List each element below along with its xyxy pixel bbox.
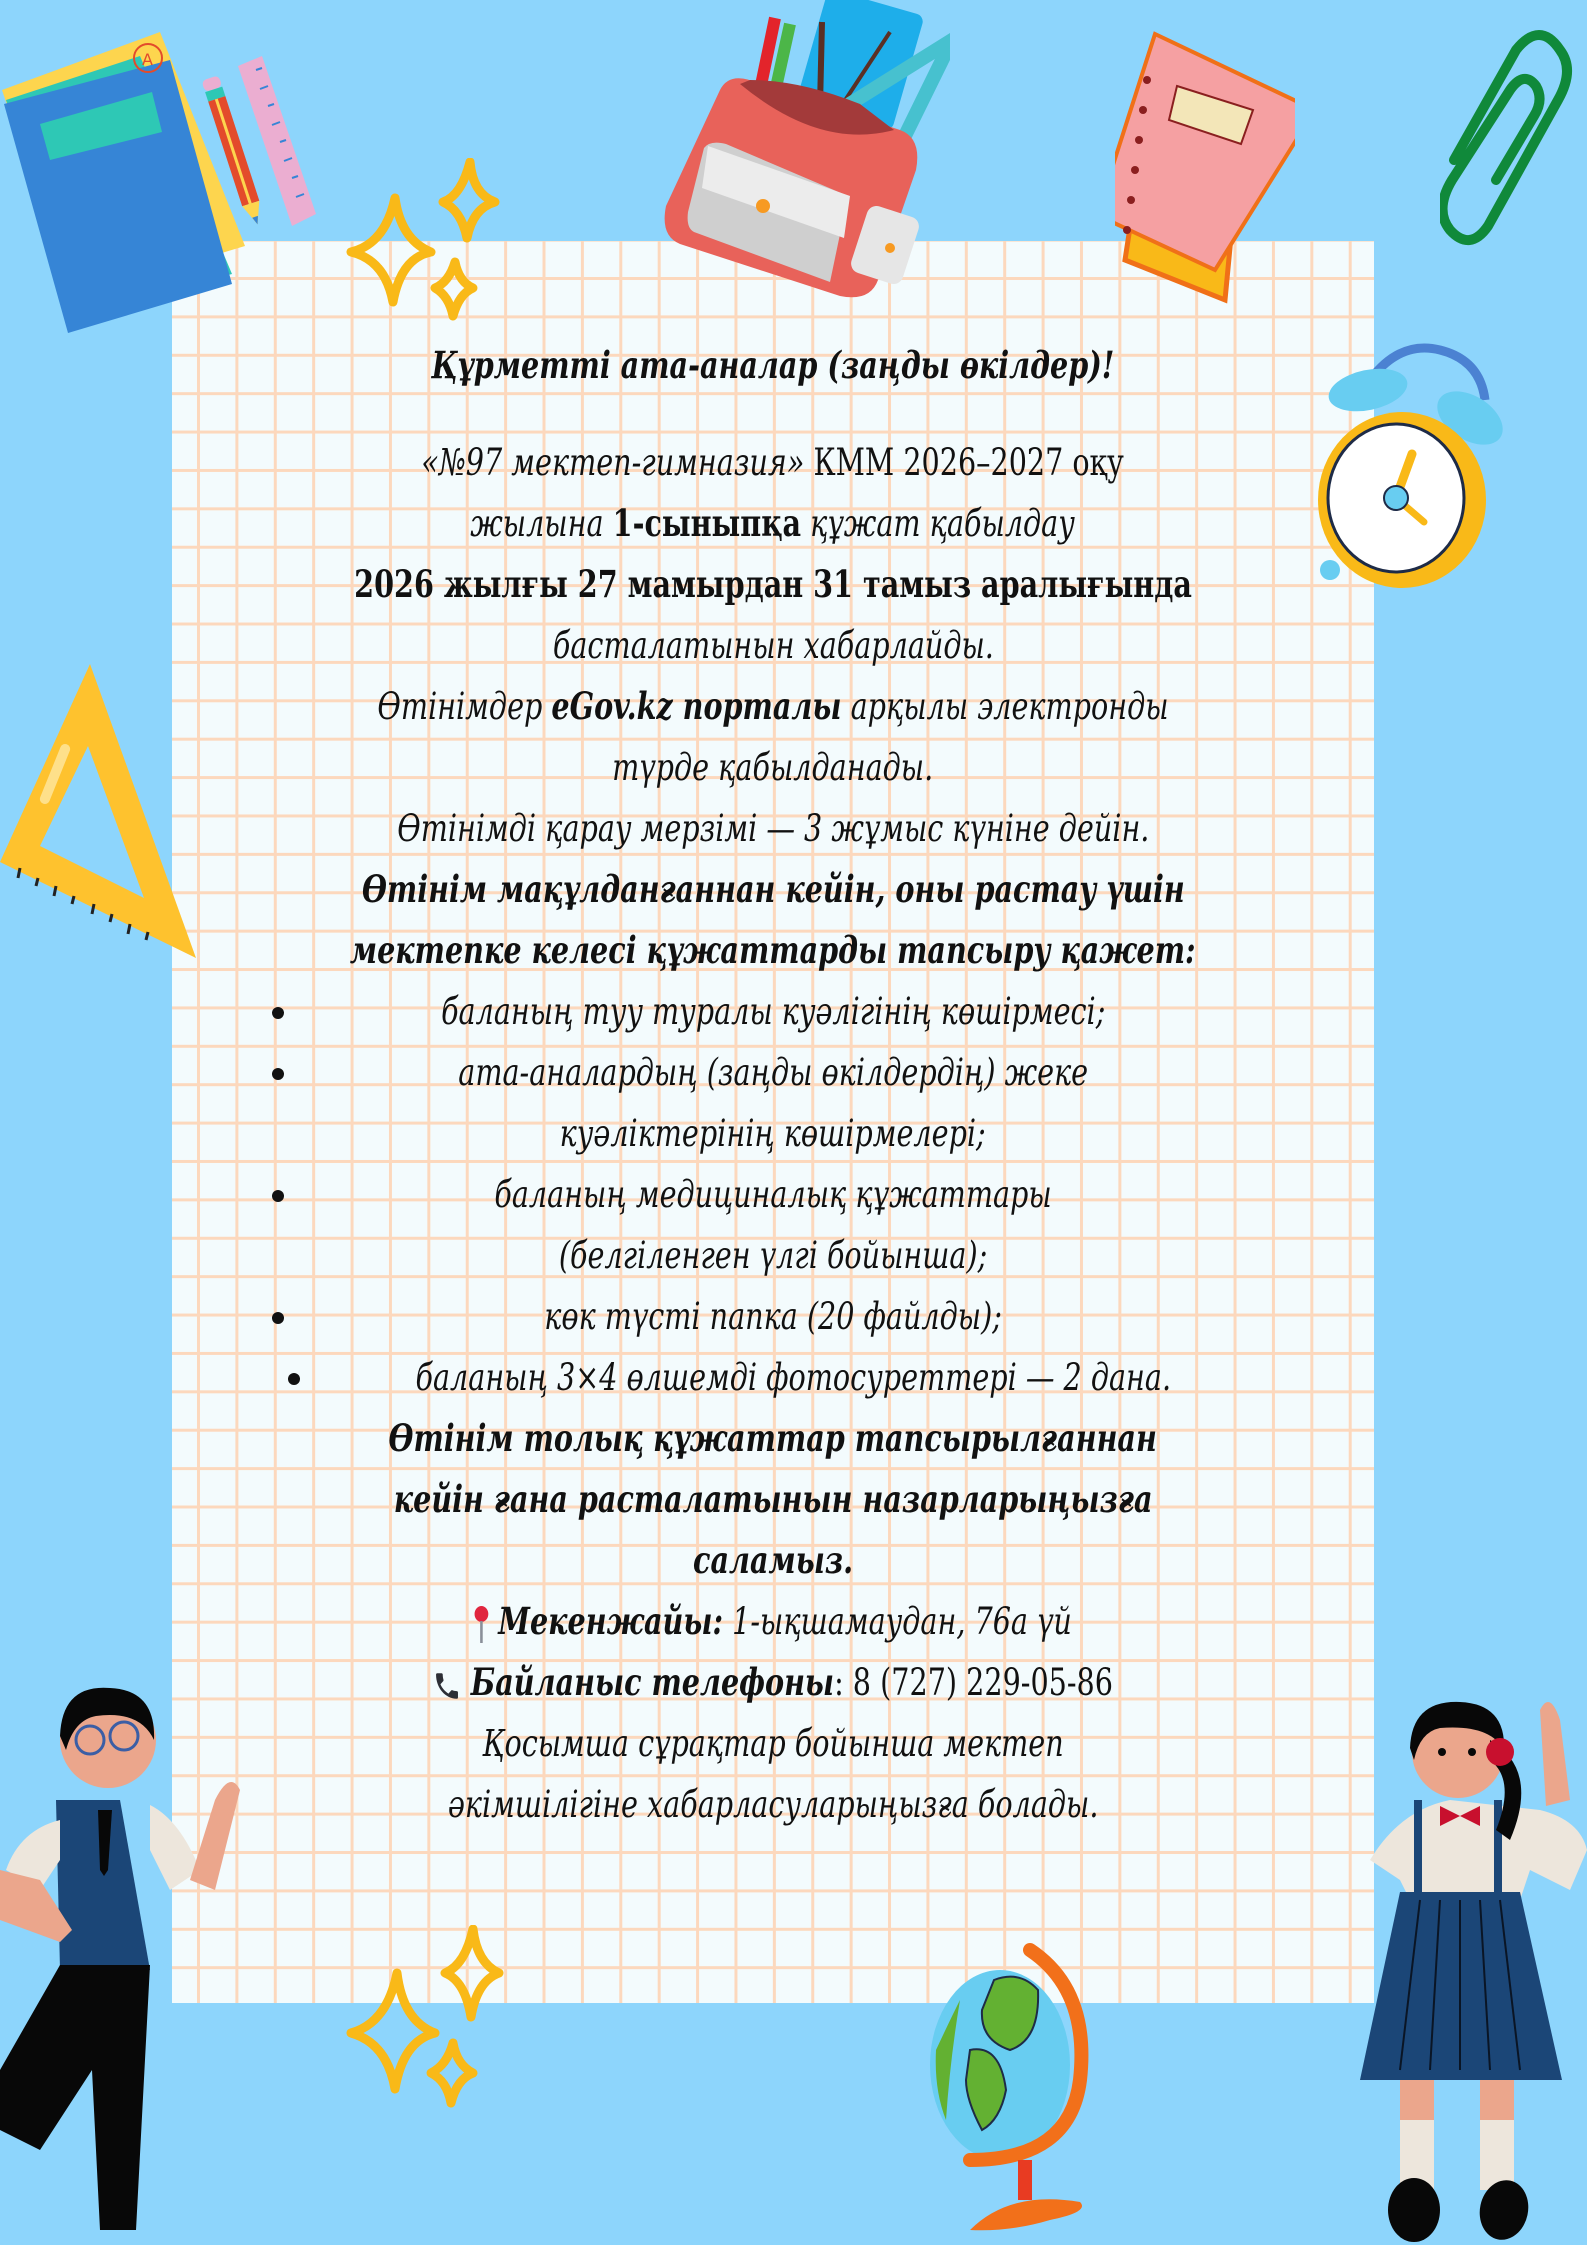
phone-line: Байланыс телефоны: 8 (727) 229-05-86 [172,1652,1374,1713]
requirement-heading-2: мектепке келесі құжаттарды тапсыру қажет: [350,928,1196,972]
set-square-icon [0,662,200,962]
requirement-heading-1: Өтінім мақұлданғаннан кейін, оны растау үшін [361,867,1185,911]
pushpin-icon [474,1605,489,1645]
portal-line-2: түрде қабылданады. [612,746,934,789]
intro-line-1: «№97 мектеп-гимназия» КММ 2026–2027 оқу [421,441,1125,484]
greeting-heading: Құрметті ата-аналар (заңды өкілдер)! [431,343,1115,387]
bullet-icon [288,1373,300,1385]
paperclip-icon [1440,30,1580,250]
address-line: Мекенжайы: 1-ықшамаудан, 76а үй [172,1591,1374,1652]
admission-notice [172,335,1374,1835]
intro-line-2: жылына 1-сыныпқа құжат қабылдау [470,501,1076,545]
closing-line-2: әкімшілігіне хабарласуларыңызға болады. [447,1783,1099,1826]
phone-number[interactable]: : 8 (727) 229-05-86 [834,1661,1114,1704]
list-item: баланың медициналық құжаттары (белгіленген үлгі бойынша); [172,1164,1374,1286]
backpack-icon [650,0,950,310]
egov-portal-link: eGov.kz порталы [551,684,842,728]
closing-line-1: Қосымша сұрақтар бойынша мектеп [482,1722,1064,1765]
documents-list [172,981,1374,1408]
confirmation-note-2: кейін ғана расталатынын назарларыңызға [393,1477,1153,1521]
confirmation-note-3: саламыз. [692,1538,854,1582]
grade-label: 1-сыныпқа [613,501,802,545]
admission-dates: 2026 жылғы 27 мамырдан 31 тамыз аралығында [354,562,1192,606]
intro-line-4: басталатынын хабарлайды. [552,624,994,667]
list-item: ата-аналардың (заңды өкілдердің) жеке куәліктерінің көшірмелері; [172,1042,1374,1164]
bullet-icon [272,1190,284,1202]
school-name: «№97 мектеп-гимназия» [421,441,805,484]
sparkles-icon [345,1925,515,2125]
list-item: баланың туу туралы куәлігінің көшірмесі; [172,981,1374,1042]
ruler-icon [236,54,316,234]
schoolgirl-illustration [1340,1680,1587,2245]
telephone-icon [433,1669,462,1703]
spiral-notebooks-icon [1115,30,1295,310]
list-item: көк түсті папка (20 файлды); [172,1286,1374,1347]
globe-icon [930,1940,1110,2240]
portal-line-1: Өтінімдер eGov.kz порталы арқылы электронды [377,684,1169,728]
list-item: баланың 3×4 өлшемді фотосуреттері — 2 дана. [172,1347,1374,1408]
bullet-icon [272,1312,284,1324]
sparkles-icon [345,158,515,328]
svg-text:A: A [142,50,153,69]
review-period: Өтінімді қарау мерзімі — 3 жұмыс күніне дейін. [396,807,1150,850]
bullet-icon [272,1068,284,1080]
bullet-icon [272,1007,284,1019]
confirmation-note-1: Өтінім толық құжаттар тапсырылғаннан [388,1416,1158,1460]
